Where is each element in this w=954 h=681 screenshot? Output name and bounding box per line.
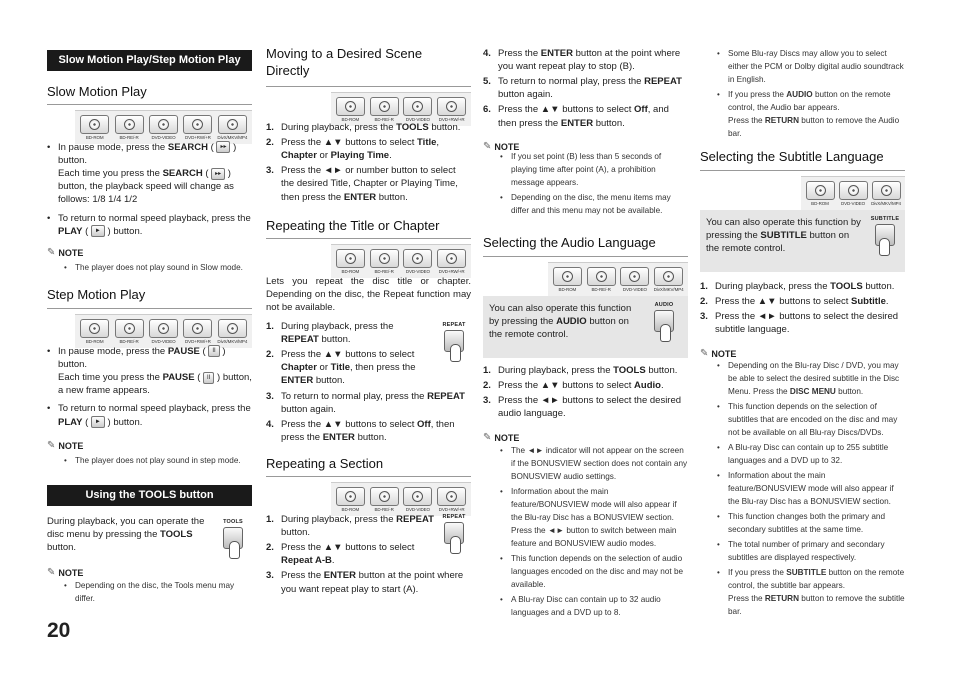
disc-type-icon — [436, 97, 467, 124]
list-item: 1. During playback, press the TOOLS button. — [700, 281, 895, 292]
disc-icon — [115, 319, 144, 338]
disc-type-icon — [113, 115, 144, 142]
disc-type-label: BD-RE/-R — [119, 135, 139, 140]
play-key-icon: ► — [91, 225, 105, 237]
disc-type-label: DVD-VIDEO — [151, 135, 176, 140]
audio-note-list-continued — [717, 47, 905, 142]
disc-icon — [437, 249, 466, 268]
list-item: 1. During playback, press the TOOLS button. — [483, 365, 678, 376]
disc-type-label: BD-RE/-R — [374, 117, 394, 122]
audio-steps — [483, 364, 688, 422]
divider — [700, 170, 905, 171]
list-item: • To return to normal speed playback, press the PLAY ( ► ) button. — [47, 402, 252, 428]
disc-type-icon — [403, 249, 434, 276]
list-item: • The total number of primary and secondary subtitles are displayed respectively. — [717, 538, 905, 564]
disc-icon — [149, 319, 178, 338]
list-item: 3. Press the ◄► buttons to select the desired audio language. — [483, 395, 682, 420]
disc-type-label: DVD+RW/+R — [185, 339, 211, 344]
list-item: • This function depends on the selection of audio languages encoded on the disc and may not be available. — [500, 552, 688, 591]
list-item: 5. To return to normal play, press the REPEAT button again. — [483, 76, 682, 101]
disc-type-label: BD-ROM — [341, 269, 360, 274]
disc-type-icon — [586, 267, 617, 294]
disc-type-icon — [871, 181, 901, 208]
disc-icon — [183, 319, 212, 338]
disc-icon — [149, 115, 178, 134]
disc-type-label: DivX/MKV/MP4 — [653, 287, 684, 292]
list-item: • Information about the main feature/BONUSVIEW mode will also appear if the Blu-ray Disc has a BONUSVIEW section. — [717, 469, 905, 508]
list-item: 2. Press the ▲▼ buttons to select Chapter or Title, then press the ENTER button. — [266, 349, 416, 387]
list-item: • Some Blu-ray Discs may allow you to select either the PCM or Dolby digital audio soundtrack in English. — [717, 47, 905, 86]
column-4 — [700, 0, 905, 616]
disc-icon — [839, 181, 868, 200]
disc-type-label: DVD+RW/+R — [438, 507, 465, 512]
heading-repeat-section: Repeating a Section — [266, 456, 384, 471]
disc-icon — [336, 97, 365, 116]
disc-type-label: DivX/MKV/MP4 — [217, 135, 248, 140]
search-key-icon: ▸▸ — [216, 141, 230, 153]
disc-type-icon — [79, 319, 110, 346]
divider — [47, 308, 252, 309]
disc-type-label: DVD-VIDEO — [840, 201, 866, 206]
disc-type-label: BD-ROM — [558, 287, 577, 292]
list-item: • Depending on the disc, the Tools menu may differ. — [64, 579, 252, 605]
disc-icon — [336, 249, 365, 268]
subtitle-steps — [700, 280, 905, 338]
disc-icon — [370, 487, 399, 506]
disc-icon — [370, 97, 399, 116]
speed-values: 1/8 1/4 1/2 — [92, 194, 138, 206]
disc-icons-subtitle — [801, 176, 905, 210]
audio-info-text: You can also operate this function by pressing the AUDIO button on the remote control. — [489, 303, 632, 341]
list-item: • In pause mode, press the SEARCH ( ▸▸ ) button. Each time you press the SEARCH ( ▸▸ ) button, the playback speed will change as follows: 1/8 1/4 1/2 — [47, 141, 252, 207]
disc-type-icon — [403, 487, 434, 514]
tools-remote-button-icon: TOOLS — [220, 519, 246, 559]
list-item: 3. Press the ◄► or number button to select the desired Title, Chapter or Playing Time, then press the ENTER button. — [266, 165, 458, 203]
heading-repeat-title: Repeating the Title or Chapter — [266, 218, 440, 233]
disc-type-label: BD-ROM — [341, 507, 360, 512]
list-item: 3. To return to normal play, press the REPEAT button again. — [266, 390, 465, 415]
disc-type-icon — [148, 115, 179, 142]
step-motion-list — [47, 345, 252, 434]
pause-key-icon: II — [203, 372, 214, 384]
disc-type-label: DVD+RW/+R — [438, 269, 465, 274]
divider — [483, 256, 688, 257]
disc-icon — [183, 115, 212, 134]
disc-type-icon — [403, 97, 434, 124]
subtitle-info-text: You can also operate this function by pressing the SUBTITLE button on the remote control. — [706, 217, 861, 255]
list-item: 6. Press the ▲▼ buttons to select Off, and then press the ENTER button. — [483, 104, 669, 129]
list-item: 1. During playback, press the REPEAT button. — [266, 321, 394, 346]
divider — [266, 238, 471, 239]
disc-icon — [80, 115, 109, 134]
disc-type-icon — [113, 319, 144, 346]
list-item: 4. Press the ENTER button at the point where you want repeat play to stop (B). — [483, 48, 681, 73]
disc-icon — [806, 181, 835, 200]
list-item: • This function depends on the selection of subtitles that are encoded on the disc and may not be available on all Blu-ray Discs/DVDs. — [717, 400, 905, 439]
disc-type-icon — [79, 115, 110, 142]
heading-subtitle-language: Selecting the Subtitle Language — [700, 149, 884, 164]
disc-icon — [437, 487, 466, 506]
disc-icons-repeat — [331, 244, 471, 278]
subtitle-remote-button-icon: SUBTITLE — [870, 216, 900, 256]
disc-icon — [620, 267, 649, 286]
list-item: • To return to normal speed playback, press the PLAY ( ► ) button. — [47, 212, 252, 238]
disc-type-label: BD-ROM — [85, 135, 104, 140]
slow-note-list — [64, 261, 252, 276]
slow-motion-list — [47, 141, 252, 243]
step-note-list — [64, 454, 252, 469]
note-label: ✎ NOTE — [47, 440, 84, 451]
audio-info-box — [483, 296, 688, 358]
disc-type-label: BD-RE/-R — [374, 269, 394, 274]
disc-icon — [553, 267, 582, 286]
disc-type-label: BD-RE/-R — [591, 287, 611, 292]
disc-type-label: BD-RE/-R — [119, 339, 139, 344]
column-3 — [483, 0, 688, 617]
list-item: 2. Press the ▲▼ buttons to select Subtitle. — [700, 296, 889, 308]
list-item: 2. Press the ▲▼ buttons to select Title, Chapter or Playing Time. — [266, 137, 440, 162]
disc-type-icon — [838, 181, 868, 208]
disc-type-label: DVD-VIDEO — [151, 339, 176, 344]
divider — [47, 104, 252, 105]
disc-icon — [403, 249, 432, 268]
disc-icon — [336, 487, 365, 506]
list-item: • Information about the main feature/BONUSVIEW mode will also appear if the Blu-ray Disc has a BONUSVIEW section. Press the ◄► button to switch between main feature and BONUSVIEW audio modes. — [500, 485, 688, 550]
list-item: • A Blu-ray Disc can contain up to 32 audio languages and a DVD up to 8. — [500, 593, 688, 619]
list-item: 1. During playback, press the REPEAT button. — [266, 514, 434, 539]
disc-type-label: DVD-VIDEO — [405, 269, 430, 274]
disc-type-label: DivX/MKV/MP4 — [871, 201, 901, 206]
scene-steps — [266, 121, 471, 206]
list-item: • The player does not play sound in Slow mode. — [64, 261, 252, 274]
pencil-icon: ✎ — [483, 141, 492, 152]
disc-type-icon — [620, 267, 651, 294]
list-item: • If you press the SUBTITLE button on the remote control, the subtitle bar appears. Press the RETURN button to remove the subtitle bar. — [717, 566, 905, 618]
disc-type-icon — [335, 249, 366, 276]
tools-paragraph: During playback, you can operate the disc menu by pressing the TOOLS button. — [47, 516, 205, 554]
pause-key-icon: II — [208, 345, 219, 357]
disc-type-icon — [217, 319, 248, 346]
disc-type-icon — [335, 487, 366, 514]
pencil-icon: ✎ — [47, 567, 56, 578]
heading-step-motion: Step Motion Play — [47, 287, 146, 302]
pencil-icon: ✎ — [700, 348, 709, 359]
audio-remote-button-icon: AUDIO — [651, 302, 677, 342]
disc-type-icon — [335, 97, 366, 124]
section-banner-tools: Using the TOOLS button — [47, 485, 252, 506]
list-item: • Depending on the disc, the menu items may differ and this menu may not be available. — [500, 191, 688, 217]
pencil-icon: ✎ — [483, 432, 492, 443]
disc-icon — [115, 115, 144, 134]
disc-icon — [403, 487, 432, 506]
disc-icon — [80, 319, 109, 338]
note-label: ✎ NOTE — [483, 432, 520, 443]
pencil-icon: ✎ — [47, 440, 56, 451]
section-banner-slow-step: Slow Motion Play/Step Motion Play — [47, 50, 252, 71]
note-label: ✎ NOTE — [47, 247, 84, 258]
disc-icon — [587, 267, 616, 286]
list-item: 1. During playback, press the TOOLS button. — [266, 122, 461, 133]
subtitle-info-box — [700, 210, 905, 272]
disc-type-label: DivX/MKV/MP4 — [217, 339, 248, 344]
disc-icons-audio — [548, 262, 688, 296]
disc-icon — [872, 181, 901, 200]
disc-type-label: DVD+RW/+R — [438, 117, 465, 122]
disc-icon — [654, 267, 683, 286]
note-label: ✎ NOTE — [700, 348, 737, 359]
list-item: • A Blu-ray Disc can contain up to 255 subtitle languages and a DVD up to 32. — [717, 441, 905, 467]
search-key-icon: ▸▸ — [211, 168, 225, 180]
page-number: 20 — [47, 619, 71, 642]
section-steps-continued — [483, 47, 688, 132]
list-item: 3. Press the ◄► buttons to select the desired subtitle language. — [700, 311, 899, 336]
play-key-icon: ► — [91, 416, 105, 428]
disc-type-icon — [552, 267, 583, 294]
repeat-intro: Lets you repeat the disc title or chapter. Depending on the disc, the Repeat function may not be available. — [266, 276, 471, 314]
disc-type-icon — [148, 319, 179, 346]
disc-icon — [403, 97, 432, 116]
audio-note-list — [500, 444, 688, 621]
disc-type-icon — [436, 487, 467, 514]
disc-icons-step — [75, 314, 252, 348]
disc-type-icon — [805, 181, 835, 208]
heading-scene: Moving to a Desired Scene Directly — [266, 46, 423, 78]
list-item: • Depending on the Blu-ray Disc / DVD, you may be able to select the desired subtitle in the Disc Menu. Press the DISC MENU button. — [717, 359, 905, 398]
disc-type-icon — [182, 319, 213, 346]
disc-type-label: DVD-VIDEO — [405, 117, 430, 122]
disc-type-label: BD-ROM — [85, 339, 104, 344]
list-item: • In pause mode, press the PAUSE ( II ) button. Each time you press the PAUSE ( II ) button, a new frame appears. — [47, 345, 252, 397]
list-item: 2. Press the ▲▼ buttons to select Audio. — [483, 380, 664, 392]
heading-slow-motion: Slow Motion Play — [47, 84, 147, 99]
pencil-icon: ✎ — [47, 247, 56, 258]
list-item: • If you press the AUDIO button on the remote control, the Audio bar appears. Press the RETURN button to remove the Audio bar. — [717, 88, 905, 140]
disc-type-icon — [369, 97, 400, 124]
disc-icon — [218, 115, 247, 134]
disc-icon — [218, 319, 247, 338]
list-item: 2. Press the ▲▼ buttons to select Repeat A-B. — [266, 542, 415, 567]
list-item: • If you set point (B) less than 5 seconds of playing time after point (A), a prohibition message appears. — [500, 150, 688, 189]
divider — [266, 86, 471, 87]
disc-icon — [437, 97, 466, 116]
disc-type-icon — [653, 267, 684, 294]
disc-type-label: BD-RE/-R — [374, 507, 394, 512]
list-item: • This function changes both the primary and secondary subtitles at the same time. — [717, 510, 905, 536]
disc-type-label: DVD-VIDEO — [405, 507, 430, 512]
disc-type-label: BD-ROM — [341, 117, 360, 122]
note-label: ✎ NOTE — [47, 567, 84, 578]
divider — [266, 476, 471, 477]
list-item: 4. Press the ▲▼ buttons to select Off, then press the ENTER button. — [266, 418, 455, 443]
disc-type-label: DVD+RW/+R — [185, 135, 211, 140]
list-item: 3. Press the ENTER button at the point where you want repeat play to start (A). — [266, 570, 464, 595]
tools-note-list — [64, 579, 252, 607]
disc-icons-slow — [75, 110, 252, 144]
list-item: • The ◄► indicator will not appear on the screen if the BONUSVIEW section does not contain any BONUSVIEW audio settings. — [500, 444, 688, 483]
disc-type-label: DVD-VIDEO — [622, 287, 647, 292]
section-note-list — [500, 150, 688, 219]
disc-type-icon — [436, 249, 467, 276]
disc-icons-section — [331, 482, 471, 516]
disc-type-label: BD-ROM — [811, 201, 829, 206]
disc-type-icon — [182, 115, 213, 142]
repeat-remote-button-icon: REPEAT — [441, 514, 467, 554]
disc-type-icon — [369, 487, 400, 514]
disc-icon — [370, 249, 399, 268]
note-label: ✎ NOTE — [483, 141, 520, 152]
subtitle-note-list — [717, 359, 905, 620]
heading-audio-language: Selecting the Audio Language — [483, 235, 656, 250]
disc-type-icon — [369, 249, 400, 276]
list-item: • The player does not play sound in step mode. — [64, 454, 252, 467]
repeat-remote-button-icon: REPEAT — [441, 322, 467, 362]
disc-type-icon — [217, 115, 248, 142]
